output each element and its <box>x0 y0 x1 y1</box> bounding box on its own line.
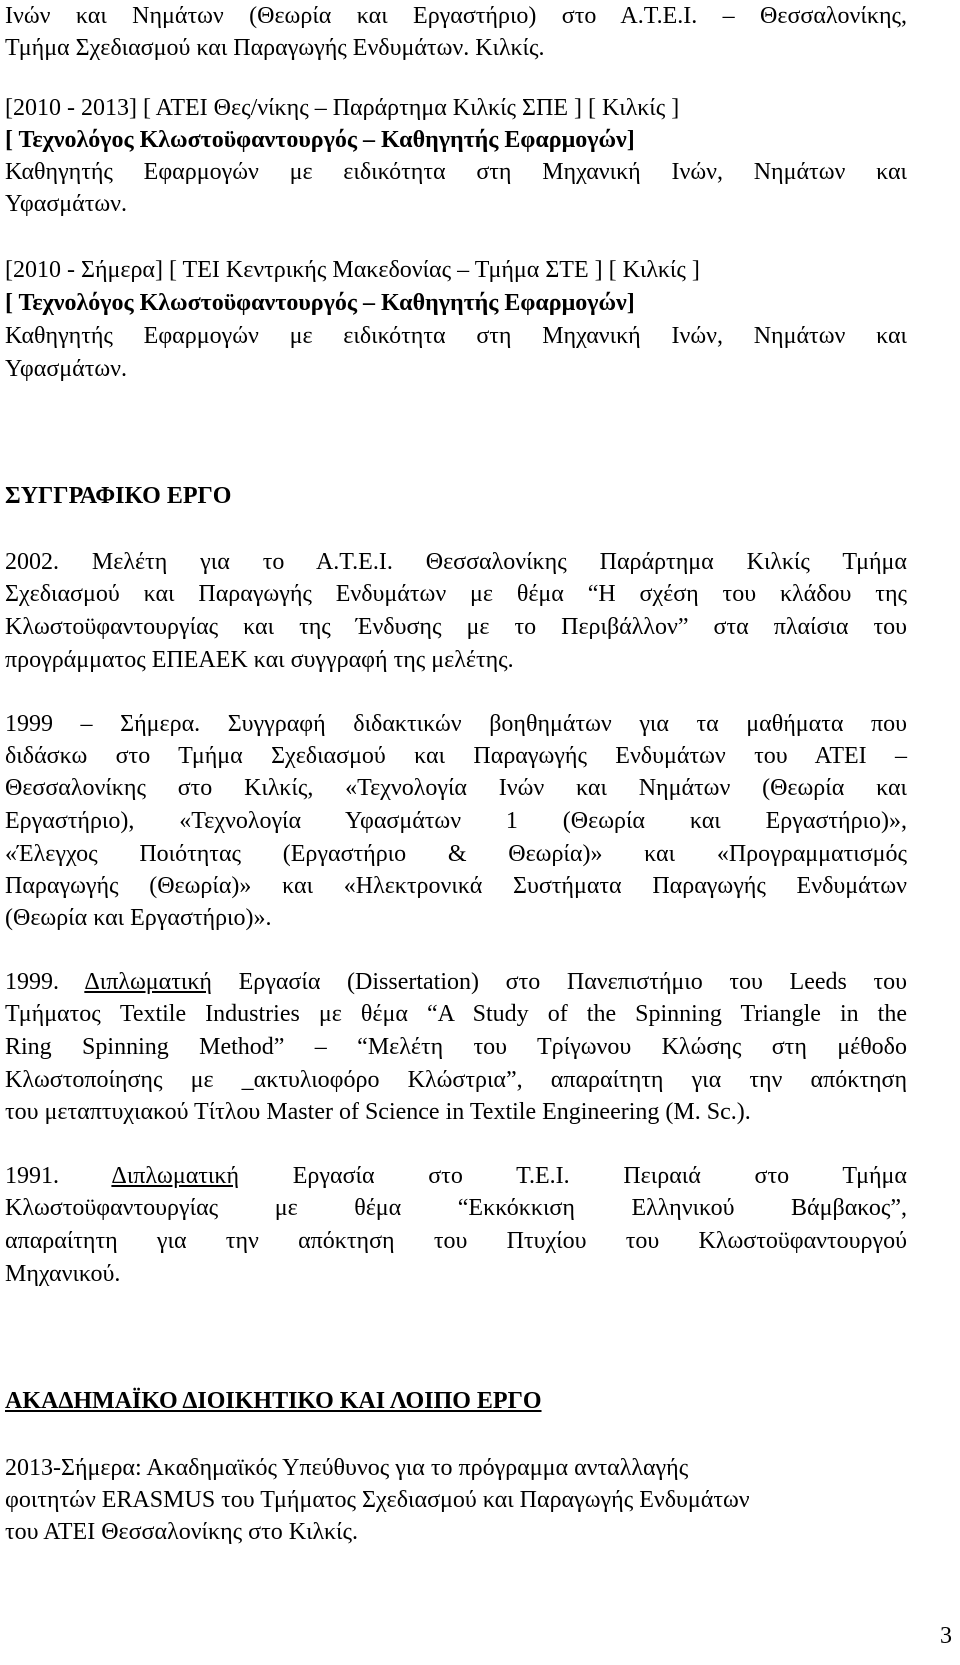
text-line: φοιτητών ERASMUS του Τμήματος Σχεδιασμού και Παραγωγής Ενδυμάτων <box>5 1487 750 1513</box>
text-line: 2013-Σήμερα: Ακαδημαϊκός Υπεύθυνος για το πρόγραμμα ανταλλαγής <box>5 1455 689 1481</box>
underlined-term: Διπλωματική <box>111 1163 240 1189</box>
item-year: 1991. <box>5 1163 59 1189</box>
underlined-term: Διπλωματική <box>84 969 212 995</box>
text-line: διδάσκω στο Τμήμα Σχεδιασμού και Παραγωγής Ενδυμάτων του ΑΤΕΙ – <box>5 743 907 769</box>
text-line: Κλωστοποίησης με _ακτυλιοφόρο Κλώστρια”, απαραίτητη για την απόκτηση <box>5 1067 907 1093</box>
text-line: Καθηγητής Εφαρμογών με ειδικότητα στη Μηχανική Ινών, Νημάτων και <box>5 159 907 185</box>
item-text: Εργασία (Dissertation) στο Πανεπιστήμιο του Leeds του <box>238 969 907 995</box>
text-line: Ring Spinning Method” – “Μελέτη του Τρίγωνου Κλώσης στη μέθοδο <box>5 1034 907 1060</box>
entry-header: [2010 - Σήμερα] [ ΤΕΙ Κεντρικής Μακεδονίας – Τμήμα ΣΤΕ ] [ Κιλκίς ] <box>5 257 700 283</box>
text-line: του μεταπτυχιακού Τίτλου Master of Science in Textile Engineering (M. Sc.). <box>5 1099 751 1125</box>
text-line: «Έλεγχος Ποιότητας (Εργαστήριο & Θεωρία)» και «Προγραμματισμός <box>5 841 907 867</box>
text-line: απαραίτητη για την απόκτηση του Πτυχίου του Κλωστοϋφαντουργού <box>5 1228 907 1254</box>
text-line: 1999 – Σήμερα. Συγγραφή διδακτικών βοηθημάτων για τα μαθήματα που <box>5 711 907 737</box>
text-line: 2002. Μελέτη για το Α.Τ.Ε.Ι. Θεσσαλονίκης Παράρτημα Κιλκίς Τμήμα <box>5 549 907 575</box>
text-line: Παραγωγής (Θεωρία)» και «Ηλεκτρονικά Συστήματα Παραγωγής Ενδυμάτων <box>5 873 907 899</box>
entry-role: [ Τεχνολόγος Κλωστοϋφαντουργός – Καθηγητής Εφαρμογών] <box>5 127 635 153</box>
page-number: 3 <box>940 1623 952 1649</box>
text-line: Μηχανικού. <box>5 1261 121 1287</box>
text-line: Καθηγητής Εφαρμογών με ειδικότητα στη Μηχανική Ινών, Νημάτων και <box>5 323 907 349</box>
text-line: Τμήματος Textile Industries με θέμα “A Study of the Spinning Triangle in the <box>5 1001 907 1027</box>
entry-header: [2010 - 2013] [ ΑΤΕΙ Θες/νίκης – Παράρτημα Κιλκίς ΣΠΕ ] [ Κιλκίς ] <box>5 95 680 121</box>
item-text: Εργασία στο Τ.Ε.Ι. Πειραιά στο Τμήμα <box>292 1163 907 1189</box>
text-line: Υφασμάτων. <box>5 356 128 382</box>
text-line: του ΑΤΕΙ Θεσσαλονίκης στο Κιλκίς. <box>5 1519 359 1545</box>
item-year: 1999. <box>5 969 59 995</box>
text-line: Κλωστοϋφαντουργίας και της Ένδυσης με το Περιβάλλον” στα πλαίσια του <box>5 614 907 640</box>
section-heading-writing: ΣΥΓΓΡΑΦΙΚΟ ΕΡΓΟ <box>5 483 232 509</box>
text-line: Σχεδιασμού και Παραγωγής Ενδυμάτων με θέμα “Η σχέση του κλάδου της <box>5 581 907 607</box>
text-line <box>5 966 907 998</box>
text-line: (Θεωρία και Εργαστήριο)». <box>5 905 272 931</box>
text-line <box>5 1160 907 1192</box>
text-line: Θεσσαλονίκης στο Κιλκίς, «Τεχνολογία Ινών και Νημάτων (Θεωρία και <box>5 775 907 801</box>
text-line: Κλωστοϋφαντουργίας με θέμα “Εκκόκκιση Ελληνικού Βάμβακος”, <box>5 1195 907 1221</box>
text-line: Ινών και Νημάτων (Θεωρία και Εργαστήριο) στο Α.Τ.Ε.Ι. – Θεσσαλονίκης, <box>5 3 907 29</box>
section-heading-admin: ΑΚΑΔΗΜΑΪΚΟ ΔΙΟΙΚΗΤΙΚΟ ΚΑΙ ΛΟΙΠΟ ΕΡΓΟ <box>5 1388 542 1414</box>
text-line: προγράμματος ΕΠΕΑΕΚ και συγγραφή της μελέτης. <box>5 647 514 673</box>
text-line: Εργαστήριο), «Τεχνολογία Υφασμάτων 1 (Θεωρία και Εργαστήριο)», <box>5 808 907 834</box>
entry-role: [ Τεχνολόγος Κλωστοϋφαντουργός – Καθηγητής Εφαρμογών] <box>5 290 635 316</box>
text-line: Τμήμα Σχεδιασμού και Παραγωγής Ενδυμάτων. Κιλκίς. <box>5 35 545 61</box>
text-line: Υφασμάτων. <box>5 191 128 217</box>
